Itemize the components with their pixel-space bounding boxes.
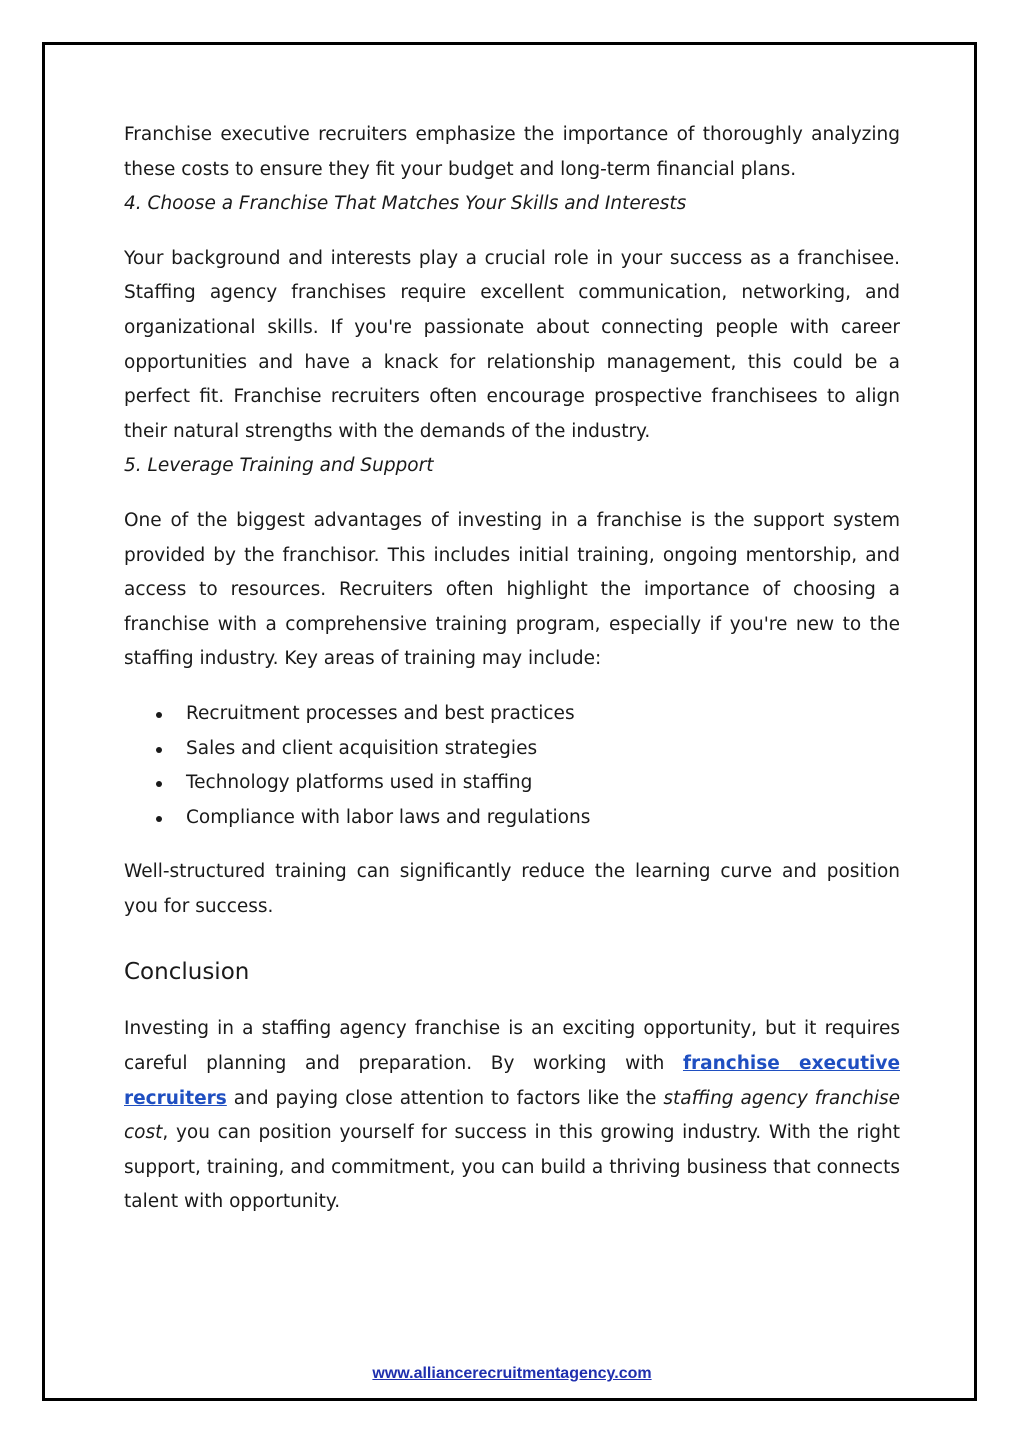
document-body [124, 118, 900, 1220]
conclusion-paragraph [124, 1012, 900, 1220]
conclusion-italic-cost: staffing agency franchise cost [124, 1087, 900, 1144]
section-5-heading: 5. Leverage Training and Support [124, 455, 434, 477]
section-4-paragraph: Your background and interests play a crucial role in your success as a franchisee. Staffing agency franchises require excellent communication, networking, and organizational skills. If you're passionate about connecting people with career opportunities and have a knack for relationship management, this could be a perfect fit. Franchise recruiters often encourage prospective franchisees to align their natural strengths with the demands of the industry. [124, 247, 900, 442]
intro-paragraph: Franchise executive recruiters emphasize the importance of thoroughly analyzing these costs to ensure they fit your budget and long-term financial plans. [124, 124, 900, 180]
conclusion-text-2: and paying close attention to factors like the [226, 1087, 664, 1109]
footer-website-link[interactable]: www.alliancerecruitmentagency.com [372, 1365, 652, 1382]
list-item: Technology platforms used in staffing [124, 766, 900, 801]
list-item: Recruitment processes and best practices [124, 697, 900, 732]
section-5-closing: Well-structured training can significantly reduce the learning curve and position you for success. [124, 861, 900, 917]
conclusion-text-1: Investing in a staffing agency franchise is an exciting opportunity, but it requires careful planning and preparation. By working with [124, 1018, 900, 1075]
conclusion-title: Conclusion [124, 959, 250, 986]
training-list [124, 697, 900, 835]
section-4-heading: 4. Choose a Franchise That Matches Your Skills and Interests [124, 193, 687, 215]
list-item: Compliance with labor laws and regulations [124, 801, 900, 836]
conclusion-text-3: , you can position yourself for success in this growing industry. With the right support, training, and commitment, you can build a thriving business that connects talent with opportunity. [124, 1122, 900, 1213]
section-5-paragraph: One of the biggest advantages of investing in a franchise is the support system provided by the franchisor. This includes initial training, ongoing mentorship, and access to resources. Recruiters often highlight the importance of choosing a franchise with a comprehensive training program, especially if you're new to the staffing industry. Key areas of training may include: [124, 509, 900, 670]
franchise-recruiters-link[interactable]: franchise executive recruiters [124, 1053, 900, 1109]
list-item: Sales and client acquisition strategies [124, 732, 900, 767]
